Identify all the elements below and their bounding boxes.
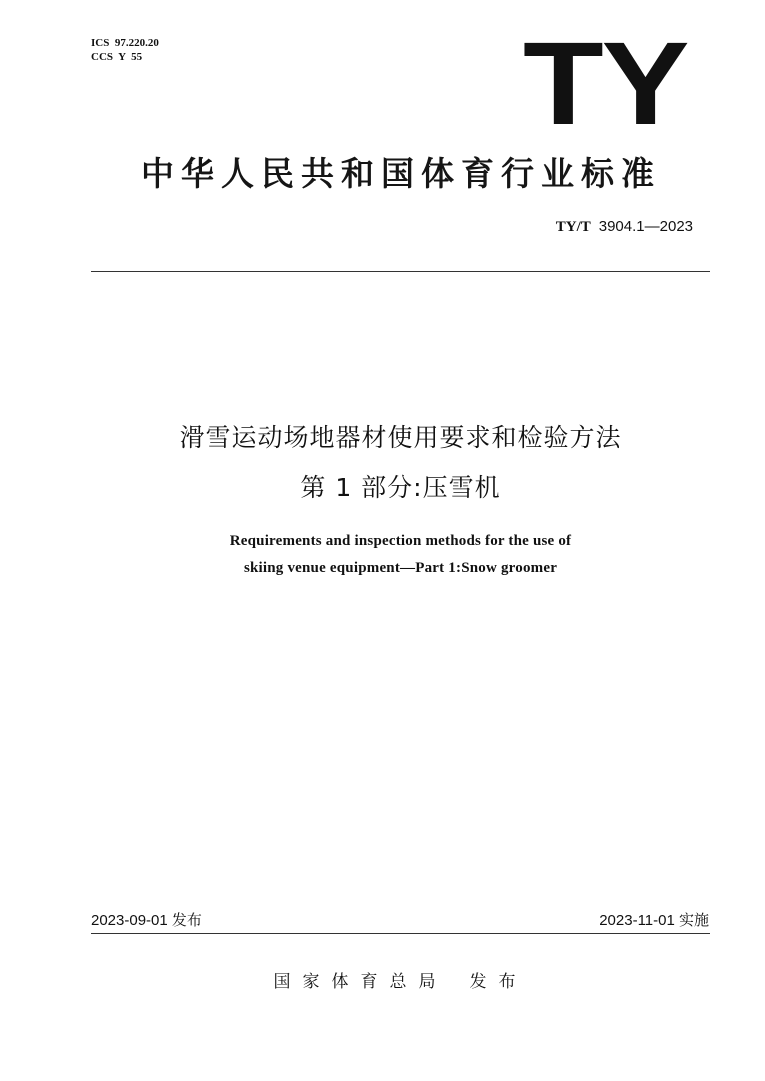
publisher-org: 国家体育总局 [273,972,448,992]
chinese-title-line2: 第 1 部分:压雪机 [300,473,501,502]
ccs-code: CCS Y 55 [91,51,143,63]
english-title-line1: Requirements and inspection methods for the use of [229,533,572,549]
standard-type-heading: 中华人民共和国体育行业标准 [141,154,661,193]
standard-number [556,218,693,236]
publisher-line [91,967,710,992]
standard-code: 3904.1—2023 [598,218,693,235]
ics-code: ICS 97.220.20 [91,37,159,49]
ty-logo: TY [522,18,688,150]
issue-date: 2023-09-01 发布 [91,912,202,929]
chinese-title-line1: 滑雪运动场地器材使用要求和检验方法 [179,423,622,452]
classification-codes [91,36,159,64]
publisher-verb: 发布 [469,972,528,992]
bottom-divider [91,933,710,934]
top-divider [91,271,710,272]
standard-prefix: TY/T [555,219,591,235]
english-title-line2: skiing venue equipment—Part 1:Snow groomer [243,560,558,576]
implementation-date: 2023-11-01 实施 [599,912,709,929]
